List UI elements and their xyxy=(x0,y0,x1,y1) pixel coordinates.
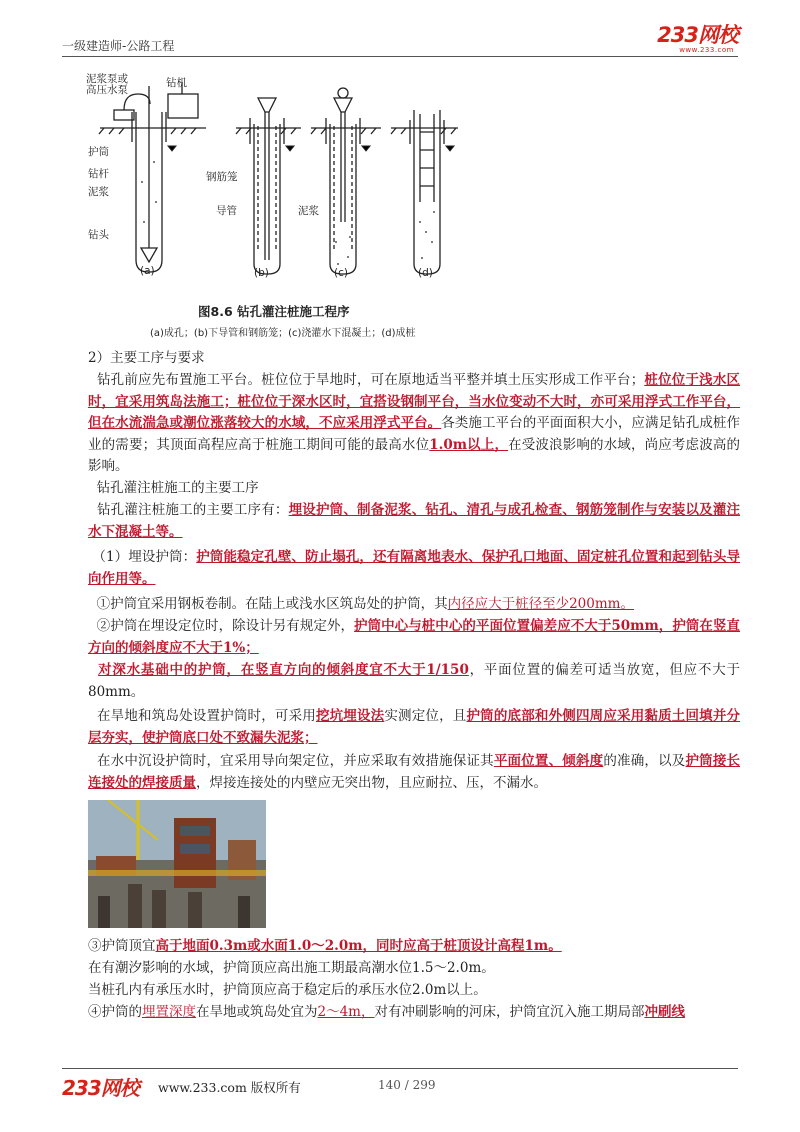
paragraph-tidal: 在有潮汐影响的水域，护筒顶应高出施工期最高潮水位1.5～2.0m。 xyxy=(88,960,495,976)
logo-sub: www.233.com xyxy=(679,46,734,54)
paragraph-casing-2 xyxy=(88,616,740,659)
paragraph-casing-3 xyxy=(88,936,740,958)
text: 钻孔前应先布置施工平台。桩位位于旱地时，可在原地适当平整并填土压实形成工作平台； xyxy=(96,372,645,388)
highlight: 护筒能稳定孔壁、防止塌孔，还有隔离地表水、保护孔口地面、固定桩孔位置和起到钻头导向作用等。 xyxy=(88,549,740,587)
logo-main: 233网校 xyxy=(657,23,738,47)
text: 钻孔灌注桩施工的主要工序有： xyxy=(96,502,289,518)
paragraph-deepwater xyxy=(88,660,740,703)
construction-photo xyxy=(88,800,266,928)
highlight: 埋设护筒、制备泥浆、钻孔、清孔与成孔检查、钢筋笼制作与安装以及灌注水下混凝土等。 xyxy=(88,502,741,540)
label-c: (c) xyxy=(334,267,348,279)
brand-logo[interactable] xyxy=(646,24,738,54)
highlight: 2～4m， xyxy=(317,1004,375,1020)
page-number: 140 / 299 xyxy=(378,1078,436,1092)
paragraph-pressure: 当桩孔内有承压水时，护筒顶应高于稳定后的承压水位2.0m以上。 xyxy=(88,982,487,998)
highlight: 桩位位于浅水区时，宜采用筑岛法施工；桩位位于深水区时，宜搭设钢制平台，当水位变动不大时，亦可采用浮式工作平台，但在水流湍急或潮位涨落较大的水域，不应采用浮式平台。 xyxy=(88,372,741,431)
text: 在水中沉设护筒时，宜采用导向架定位，并应采取有效措施保证其 xyxy=(96,753,494,769)
label-tube: 导管 xyxy=(216,205,237,217)
highlight: 挖坑埋设法 xyxy=(315,708,385,724)
highlight: 内径应大于桩径至少200mm。 xyxy=(447,596,634,612)
text: ②护筒在埋设定位时，除设计另有规定外， xyxy=(96,618,355,634)
highlight: 对深水基础中的护筒，在竖直方向的倾斜度宜不大于1/150 xyxy=(98,662,469,678)
text: 在受波浪影响的水域，尚应考虑波高的影响。 xyxy=(88,436,740,474)
text: ③护筒顶宜 xyxy=(88,938,156,954)
figure-caption: 图8.6 钻孔灌注桩施工程序 xyxy=(198,304,350,319)
highlight: 护筒的底部和外侧四周应采用黏质土回填并分层夯实，使护筒底口处不致漏失泥浆； xyxy=(88,708,741,746)
section-heading: 2）主要工序与要求 xyxy=(88,350,205,366)
label-a: (a) xyxy=(140,265,155,277)
paragraph-inwater xyxy=(88,751,740,794)
text: 对有冲刷影响的河床，护筒宜沉入施工期局部 xyxy=(374,1004,645,1020)
text: ④护筒的 xyxy=(88,1004,142,1020)
paragraph-casing-4 xyxy=(88,1002,740,1024)
highlight: 护筒接长连接处的焊接质量 xyxy=(88,753,741,791)
highlight: 高于地面0.3m或水面1.0～2.0m，同时应高于桩顶设计高程1m。 xyxy=(155,938,562,954)
highlight: 冲刷线 xyxy=(644,1004,685,1020)
header-title: 一级建造师-公路工程 xyxy=(62,39,175,53)
text: 在旱地和筑岛处设置护筒时，可采用 xyxy=(96,708,316,724)
text: ，平面位置的偏差可适当放宽，但应不大于80mm。 xyxy=(88,662,740,700)
footer-divider xyxy=(62,1068,738,1069)
paragraph-process xyxy=(88,500,740,543)
text: 在旱地或筑岛处宜为 xyxy=(196,1004,318,1020)
paragraph-platform xyxy=(88,370,740,478)
header-divider xyxy=(62,56,738,57)
highlight: 平面位置、倾斜度 xyxy=(493,753,604,769)
highlight: 1.0m以上， xyxy=(429,436,509,453)
label-casing: 护筒 xyxy=(88,146,109,158)
label-pump: 泥浆泵或 xyxy=(86,73,128,85)
label-d: (d) xyxy=(418,267,433,279)
paragraph-casing-1 xyxy=(88,594,740,616)
text: ，焊接连接处的内壁应无突出物，且应耐拉、压，不漏水。 xyxy=(196,774,547,791)
label-drill: 钻机 xyxy=(166,77,187,89)
footer-copyright: www.233.com 版权所有 xyxy=(158,1080,301,1095)
label-b: (b) xyxy=(254,267,269,279)
paragraph-casing xyxy=(88,547,740,590)
text: （1）埋设护筒： xyxy=(92,549,197,565)
label-mud: 泥浆 xyxy=(88,186,109,198)
label-mud2: 泥浆 xyxy=(298,205,319,217)
label-rod: 钻杆 xyxy=(88,168,109,180)
figure-subcaption: (a)成孔；(b)下导管和钢筋笼；(c)浇灌水下混凝土；(d)成桩 xyxy=(150,328,416,339)
text: 实测定位，且 xyxy=(384,708,467,724)
highlight: 埋置深度 xyxy=(142,1004,196,1020)
text: 钻孔灌注桩施工的主要工序 xyxy=(96,480,259,496)
text: 的准确，以及 xyxy=(603,753,686,769)
label-cage: 钢筋笼 xyxy=(206,171,238,183)
paragraph-dryland xyxy=(88,706,740,749)
highlight: 护筒中心与桩中心的平面位置偏差应不大于50mm，护筒在竖直方向的倾斜度应不大于1%； xyxy=(88,618,740,656)
label-pump2: 高压水泵 xyxy=(86,84,128,96)
text: ①护筒宜采用钢板卷制。在陆上或浅水区筑岛处的护筒，其 xyxy=(96,596,448,612)
label-bit: 钻头 xyxy=(88,229,109,241)
footer-logo[interactable]: 233网校 xyxy=(62,1076,139,1100)
subheading-process xyxy=(88,478,740,500)
text: 各类施工平台的平面面积大小，应满足钻孔成桩作业的需要；其顶面高程应高于桩施工期间可能的最高水位 xyxy=(88,415,741,453)
